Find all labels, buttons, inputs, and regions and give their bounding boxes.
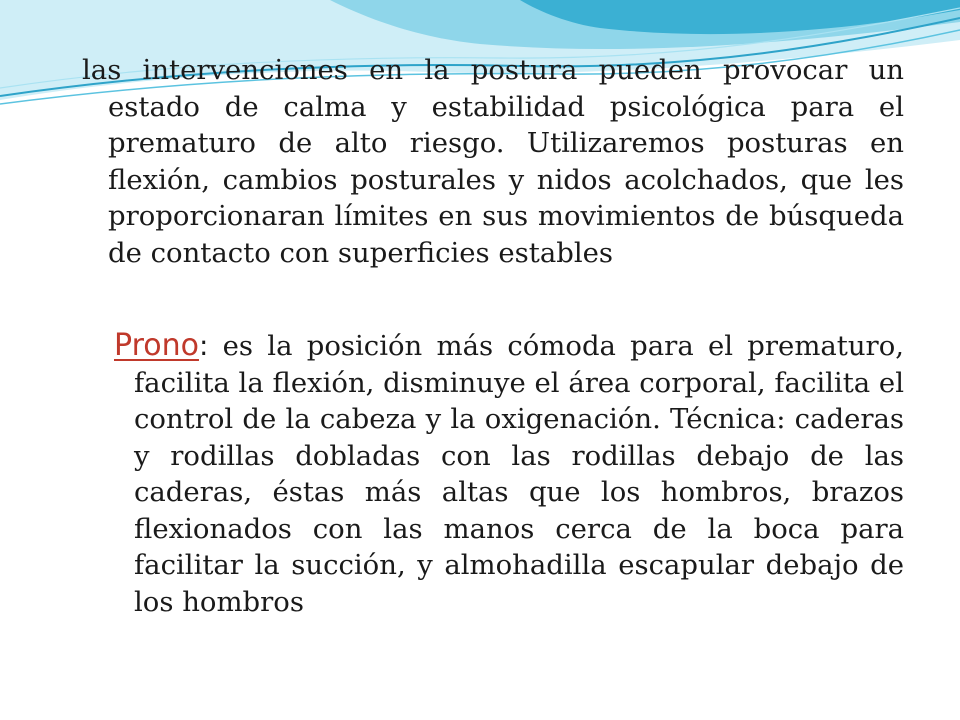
- prone-position-paragraph: [114, 328, 904, 620]
- prone-description: es la posición más cómoda para el prematuro, facilita la flexión, disminuye el área corporal, facilita el control de la cabeza y la oxigenación. Técnica: caderas y rodillas dobladas con las rodillas debajo de las caderas, éstas más altas que los hombros, brazos flexionados con las manos cerca de la boca para facilitar la succión, y almohadilla escapular debajo de los hombros: [134, 330, 904, 618]
- intro-paragraph: las intervenciones en la postura pueden provocar un estado de calma y estabilidad psicológica para el prematuro de alto riesgo. Utilizaremos posturas en flexión, cambios posturales y nidos acolchados, que les proporcionaran límites en sus movimientos de búsqueda de contacto con superficies estables: [82, 54, 904, 269]
- term-colon: :: [198, 329, 209, 362]
- prone-term: Prono: [114, 328, 199, 363]
